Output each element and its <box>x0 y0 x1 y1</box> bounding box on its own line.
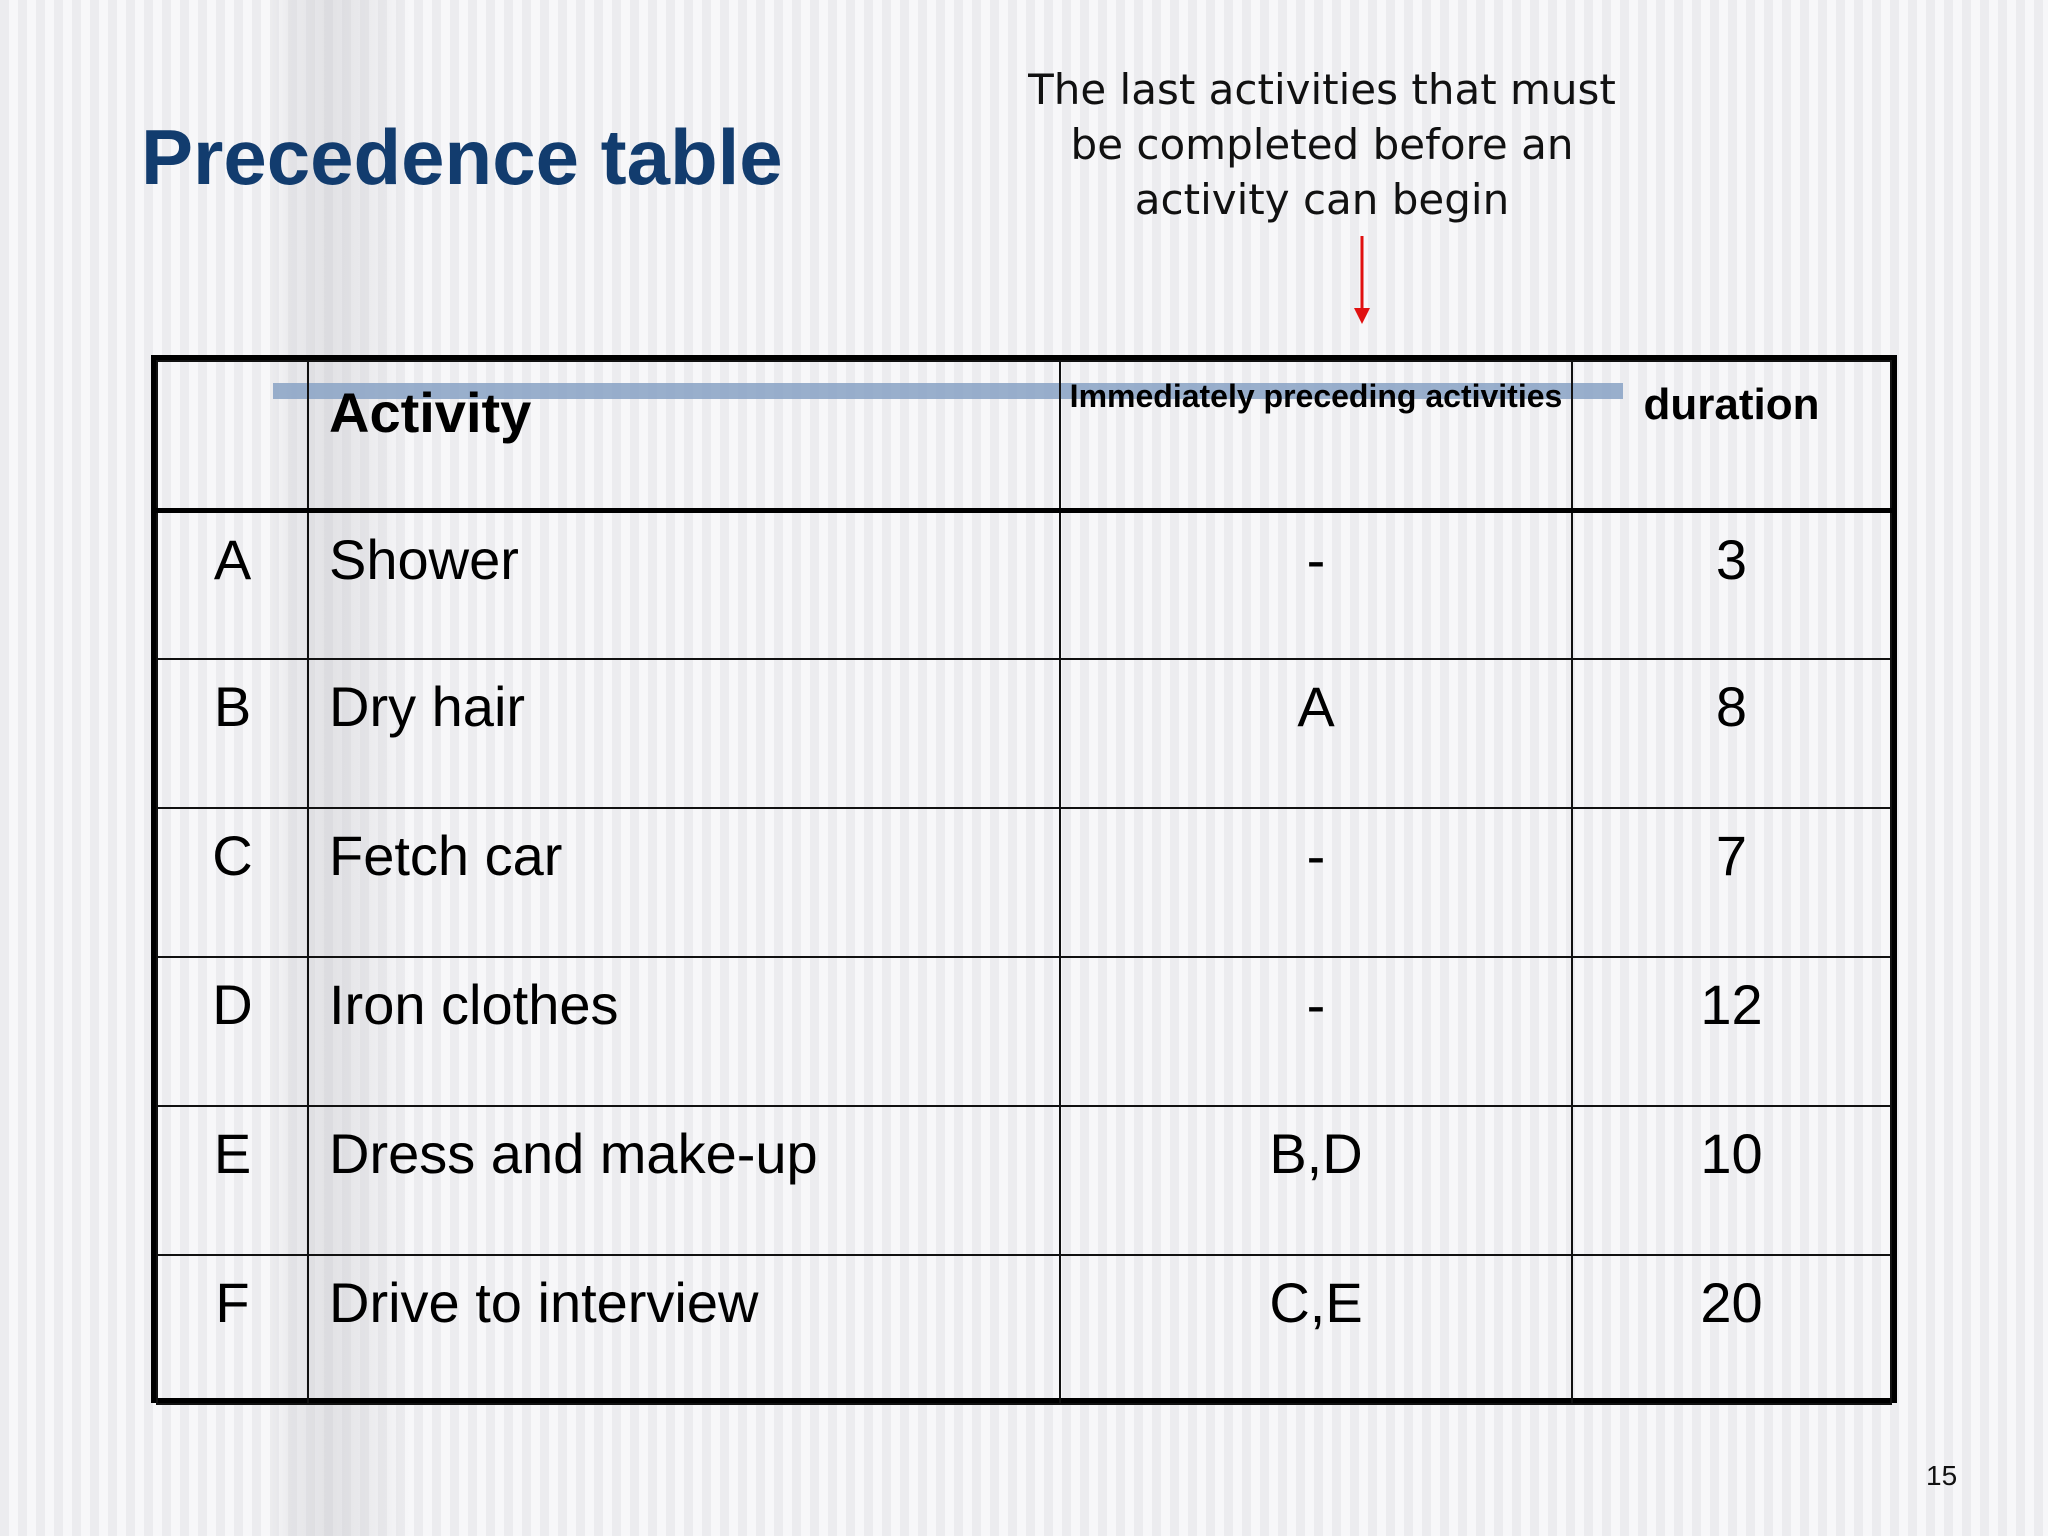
annotation-text: The last activities that must be completed before an activity can begin <box>1028 65 1616 224</box>
table-row <box>157 808 1891 957</box>
cell-duration: 10 <box>1572 1106 1891 1255</box>
cell-activity: Dress and make-up <box>308 1106 1060 1255</box>
cell-duration: 8 <box>1572 659 1891 808</box>
table-header-row <box>157 361 1891 510</box>
header-duration: duration <box>1572 361 1891 510</box>
table-row <box>157 510 1891 659</box>
header-activity: Activity <box>308 361 1060 510</box>
table-row <box>157 659 1891 808</box>
table-row <box>157 1255 1891 1404</box>
precedence-table-container <box>151 355 1897 1403</box>
cell-activity: Fetch car <box>308 808 1060 957</box>
table-row <box>157 957 1891 1106</box>
cell-duration: 12 <box>1572 957 1891 1106</box>
header-preceding: Immediately preceding activities <box>1060 361 1572 510</box>
cell-preceding: - <box>1060 808 1572 957</box>
cell-preceding: B,D <box>1060 1106 1572 1255</box>
cell-duration: 7 <box>1572 808 1891 957</box>
down-arrow-icon <box>1350 236 1374 326</box>
cell-preceding: - <box>1060 957 1572 1106</box>
cell-preceding: C,E <box>1060 1255 1572 1404</box>
cell-letter: A <box>157 510 308 659</box>
header-letter <box>157 361 308 510</box>
slide-title: Precedence table <box>141 113 783 201</box>
cell-preceding: - <box>1060 510 1572 659</box>
page-number: 15 <box>1926 1460 1958 1491</box>
cell-activity: Shower <box>308 510 1060 659</box>
precedence-table <box>156 360 1892 1405</box>
cell-letter: C <box>157 808 308 957</box>
cell-activity: Drive to interview <box>308 1255 1060 1404</box>
cell-duration: 3 <box>1572 510 1891 659</box>
table-row <box>157 1106 1891 1255</box>
cell-activity: Dry hair <box>308 659 1060 808</box>
cell-preceding: A <box>1060 659 1572 808</box>
cell-letter: F <box>157 1255 308 1404</box>
cell-duration: 20 <box>1572 1255 1891 1404</box>
cell-letter: B <box>157 659 308 808</box>
cell-activity: Iron clothes <box>308 957 1060 1106</box>
cell-letter: D <box>157 957 308 1106</box>
cell-letter: E <box>157 1106 308 1255</box>
